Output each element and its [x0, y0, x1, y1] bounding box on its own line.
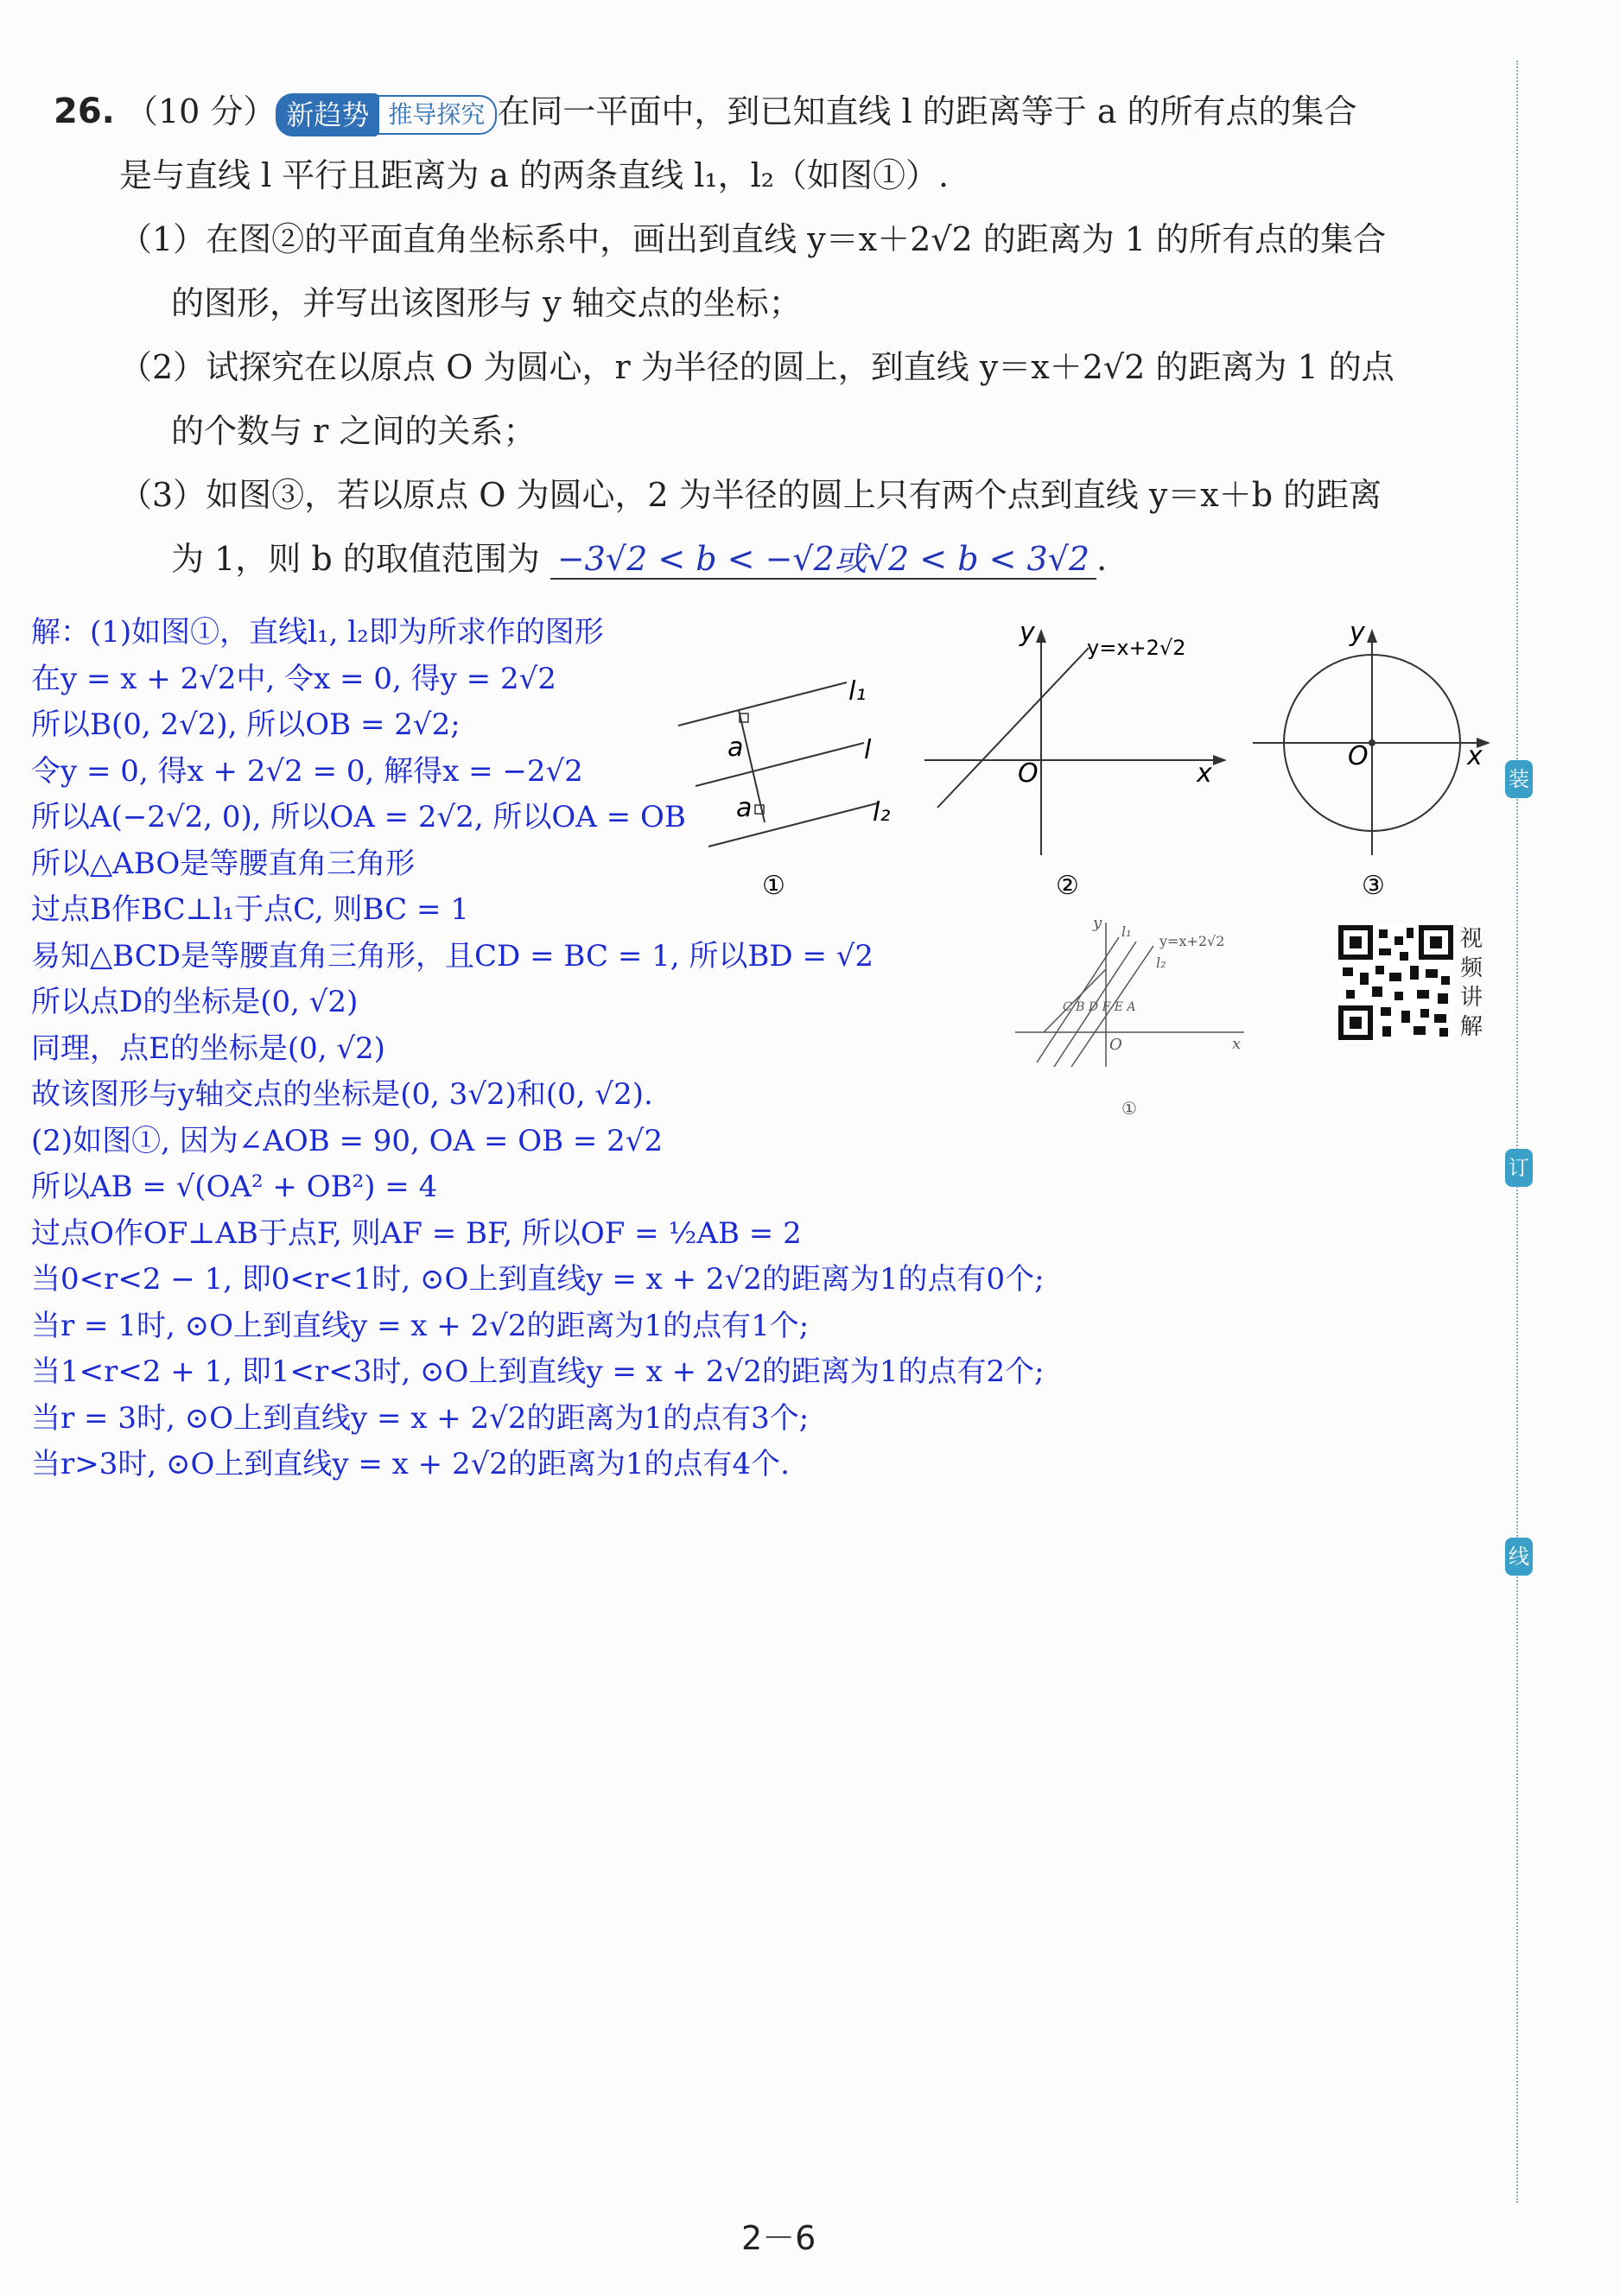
fig4-line-label: y=x+2√2: [1159, 933, 1225, 949]
fig3-y-label: y: [1350, 622, 1365, 648]
fig1-l2-label: l₂: [873, 797, 891, 828]
solution-line: 解：(1)如图①，直线l₁, l₂即为所求作的图形: [31, 615, 604, 650]
part3-line-2: 为 1，则 b 的取值范围为: [171, 540, 540, 578]
solution-line: 当r>3时, ⊙O上到直线y = x + 2√2的距离为1的点有4个.: [31, 1447, 790, 1481]
question-block: [54, 79, 1505, 591]
fig1-a-label-bottom: a: [736, 793, 753, 823]
fig1-a-label-top: a: [727, 733, 744, 763]
fig4-point-labels: C B D F E A: [1063, 1000, 1136, 1014]
question-number: 26.: [54, 92, 115, 131]
figure-1: [665, 665, 924, 924]
part3-end: .: [1096, 540, 1108, 578]
solution-line: 过点O作OF⊥AB于点F, 则AF = BF, 所以OF = ½AB = 2: [31, 1215, 802, 1251]
qr-code[interactable]: [1337, 924, 1454, 1041]
fig4-y-label: y: [1093, 916, 1102, 932]
side-tab-1: 装: [1505, 760, 1533, 798]
figure-3: [1244, 622, 1503, 907]
fig1-caption: ①: [762, 871, 785, 901]
fig2-line-label: y=x+2√2: [1087, 636, 1186, 660]
fig2-origin-label: O: [1018, 758, 1039, 789]
solution-line: 故该图形与y轴交点的坐标是(0, 3√2)和(0, √2).: [31, 1077, 653, 1112]
fig3-caption: ③: [1362, 871, 1385, 901]
qr-label-char: 频: [1460, 955, 1483, 981]
solution-line: 易知△BCD是等腰直角三角形，且CD = BC = 1, 所以BD = √2: [31, 938, 874, 974]
figure-2: [916, 622, 1236, 907]
page-number: 2－6: [741, 2219, 816, 2257]
solution-line: 当1<r<2 + 1, 即1<r<3时, ⊙O上到直线y = x + 2√2的距离为1的点有2个;: [31, 1354, 1045, 1389]
solution-line: 过点B作BC⊥l₁于点C, 则BC = 1: [31, 892, 469, 927]
solution-line: 令y = 0, 得x + 2√2 = 0, 解得x = −2√2: [31, 753, 583, 789]
question-score: （10 分）: [124, 92, 276, 130]
badge-derive-explore: 推导探究: [376, 95, 497, 135]
qr-label-char: 讲: [1460, 985, 1483, 1011]
fig2-caption: ②: [1056, 871, 1079, 901]
fig3-origin-label: O: [1348, 741, 1369, 771]
solution-line: 同理，点E的坐标是(0, √2): [31, 1031, 385, 1066]
figure-4-solution: [1011, 916, 1261, 1123]
solution-line: 所以点D的坐标是(0, √2): [31, 985, 359, 1019]
fig1-l-label: l: [864, 735, 872, 765]
solution-line: 在y = x + 2√2中, 令x = 0, 得y = 2√2: [31, 661, 556, 696]
fig4-caption: ①: [1121, 1098, 1137, 1119]
fig4-x-label: x: [1232, 1035, 1242, 1053]
part1-line-2: 的图形，并写出该图形与 y 轴交点的坐标；: [171, 284, 802, 322]
badge-new-trend: 新趋势: [276, 93, 379, 136]
fig4-l2-label: l₂: [1156, 955, 1166, 971]
solution-line: 所以A(−2√2, 0), 所以OA = 2√2, 所以OA = OB: [31, 800, 686, 834]
solution-line: 所以AB = √(OA² + OB²) = 4: [31, 1170, 438, 1204]
stem-line-2: 是与直线 l 平行且距离为 a 的两条直线 l₁，l₂（如图①）.: [119, 156, 950, 194]
stem-line-1: 在同一平面中，到已知直线 l 的距离等于 a 的所有点的集合: [497, 92, 1357, 130]
part2-line-2: 的个数与 r 之间的关系；: [171, 412, 537, 450]
fig2-y-label: y: [1020, 622, 1035, 648]
qr-label-char: 视: [1460, 926, 1483, 952]
binding-line: [1516, 60, 1518, 2203]
fig4-l1-label: l₁: [1121, 923, 1132, 940]
solution-line: 当r = 3时, ⊙O上到直线y = x + 2√2的距离为1的点有3个;: [31, 1400, 810, 1436]
part1-line-1: （1）在图②的平面直角坐标系中，画出到直线 y＝x＋2√2 的距离为 1 的所有点的集合: [119, 220, 1387, 258]
part3-answer: −3√2 < b < −√2或√2 < b < 3√2: [550, 540, 1096, 580]
side-tab-3: 线: [1505, 1538, 1533, 1576]
qr-label-char: 解: [1460, 1014, 1483, 1040]
fig1-l1-label: l₁: [848, 676, 867, 707]
solution-line: 所以△ABO是等腰直角三角形: [31, 846, 416, 881]
part2-line-1: （2）试探究在以原点 O 为圆心，r 为半径的圆上，到直线 y＝x＋2√2 的距离为 1 的点: [119, 348, 1394, 386]
solution-line: 所以B(0, 2√2), 所以OB = 2√2;: [31, 707, 461, 742]
fig4-origin-label: O: [1109, 1036, 1122, 1054]
qr-label: [1460, 924, 1486, 1042]
part3-line-1: （3）如图③，若以原点 O 为圆心，2 为半径的圆上只有两个点到直线 y＝x＋b 的距离: [119, 476, 1382, 514]
solution-line: 当r = 1时, ⊙O上到直线y = x + 2√2的距离为1的点有1个;: [31, 1308, 810, 1343]
fig2-x-label: x: [1197, 758, 1212, 789]
side-tab-2: 订: [1505, 1149, 1533, 1187]
fig3-x-label: x: [1467, 741, 1483, 771]
solution-line: 当0<r<2 − 1, 即0<r<1时, ⊙O上到直线y = x + 2√2的距离为1的点有0个;: [31, 1262, 1045, 1297]
solution-line: (2)如图①, 因为∠AOB = 90, OA = OB = 2√2: [31, 1123, 664, 1158]
